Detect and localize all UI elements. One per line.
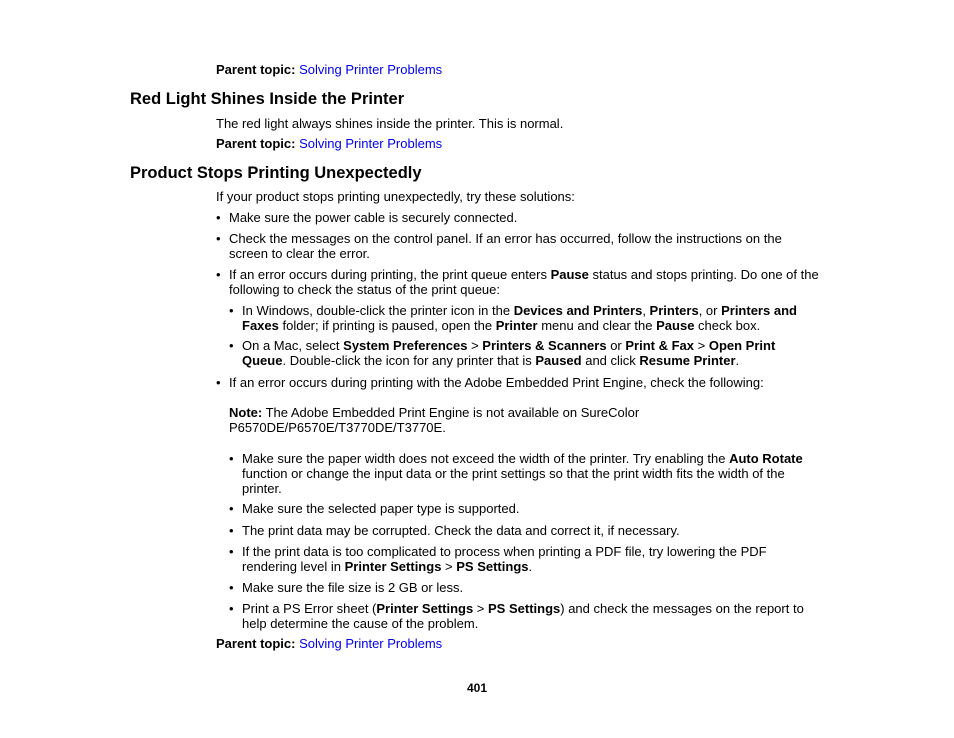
bullet-glyph: • <box>216 267 221 282</box>
bullet-glyph: • <box>216 375 221 390</box>
note-label: Note: <box>229 405 263 420</box>
text-line: following to check the status of the print queue: <box>229 282 501 297</box>
bullet-glyph: • <box>216 231 221 246</box>
parent-topic-link[interactable]: Solving Printer Problems <box>299 636 443 651</box>
list-item-text: The print data may be corrupted. Check the data and correct it, if necessary. <box>242 523 680 538</box>
list-item-text <box>242 451 827 496</box>
list-item-text: Make sure the selected paper type is supported. <box>242 501 520 516</box>
text-line: Faxes folder; if printing is paused, open the Printer menu and clear the Pause check box. <box>242 318 761 333</box>
page-number: 401 <box>466 681 488 695</box>
text-line: Print a PS Error sheet (Printer Settings > PS Settings) and check the messages on the report to <box>242 601 804 616</box>
list-item-text: Make sure the file size is 2 GB or less. <box>242 580 464 595</box>
text-line: rendering level in Printer Settings > PS Settings. <box>242 559 533 574</box>
parent-topic-link[interactable]: Solving Printer Problems <box>299 62 443 77</box>
list-item-text <box>229 267 829 297</box>
bullet-glyph: • <box>229 544 234 559</box>
bullet-glyph: • <box>229 580 234 595</box>
parent-topic-top <box>216 62 442 77</box>
text-line: Queue. Double-click the icon for any printer that is Paused and click Resume Printer. <box>242 353 740 368</box>
list-item-text <box>242 601 827 631</box>
text-line: printer. <box>242 481 282 496</box>
note-block <box>229 405 789 435</box>
parent-topic-label: Parent topic: <box>216 636 296 651</box>
text-line: If the print data is too complicated to process when printing a PDF file, try lowering the PDF <box>242 544 767 559</box>
text-line: screen to clear the error. <box>229 246 370 261</box>
list-item-text <box>242 544 827 574</box>
text-line: If an error occurs during printing, the print queue enters Pause status and stops printing. Do one of the <box>229 267 819 282</box>
bullet-glyph: • <box>229 338 234 353</box>
bullet-glyph: • <box>229 501 234 516</box>
bullet-glyph: • <box>216 210 221 225</box>
parent-topic-label: Parent topic: <box>216 136 296 151</box>
list-item-text <box>229 231 829 261</box>
text-line: In Windows, double-click the printer icon in the Devices and Printers, Printers, or Printers and <box>242 303 797 318</box>
parent-topic-red-light <box>216 136 442 151</box>
bullet-glyph: • <box>229 451 234 466</box>
text-line: Check the messages on the control panel. If an error has occurred, follow the instructions on the <box>229 231 782 246</box>
text-line: help determine the cause of the problem. <box>242 616 479 631</box>
section-heading-stops-printing: Product Stops Printing Unexpectedly <box>130 164 422 182</box>
parent-topic-link[interactable]: Solving Printer Problems <box>299 136 443 151</box>
text-line: Note: The Adobe Embedded Print Engine is not available on SureColor <box>229 405 640 420</box>
intro-text: If your product stops printing unexpectedly, try these solutions: <box>216 189 575 204</box>
parent-topic-label: Parent topic: <box>216 62 296 77</box>
bullet-glyph: • <box>229 523 234 538</box>
text-line: function or change the input data or the print settings so that the print width fits the width of the <box>242 466 785 481</box>
section-body-red-light: The red light always shines inside the printer. This is normal. <box>216 116 564 131</box>
bullet-glyph: • <box>229 601 234 616</box>
list-item-text: Make sure the power cable is securely connected. <box>229 210 518 225</box>
text-line: On a Mac, select System Preferences > Printers & Scanners or Print & Fax > Open Print <box>242 338 776 353</box>
list-item-text: If an error occurs during printing with the Adobe Embedded Print Engine, check the following: <box>229 375 764 390</box>
bullet-glyph: • <box>229 303 234 318</box>
list-item-text <box>242 303 822 333</box>
text-line: P6570DE/P6570E/T3770DE/T3770E. <box>229 420 446 435</box>
list-item-text <box>242 338 822 368</box>
text-line: Make sure the paper width does not exceed the width of the printer. Try enabling the Auto Rotate <box>242 451 803 466</box>
section-heading-red-light: Red Light Shines Inside the Printer <box>130 90 405 108</box>
parent-topic-bottom <box>216 636 442 651</box>
